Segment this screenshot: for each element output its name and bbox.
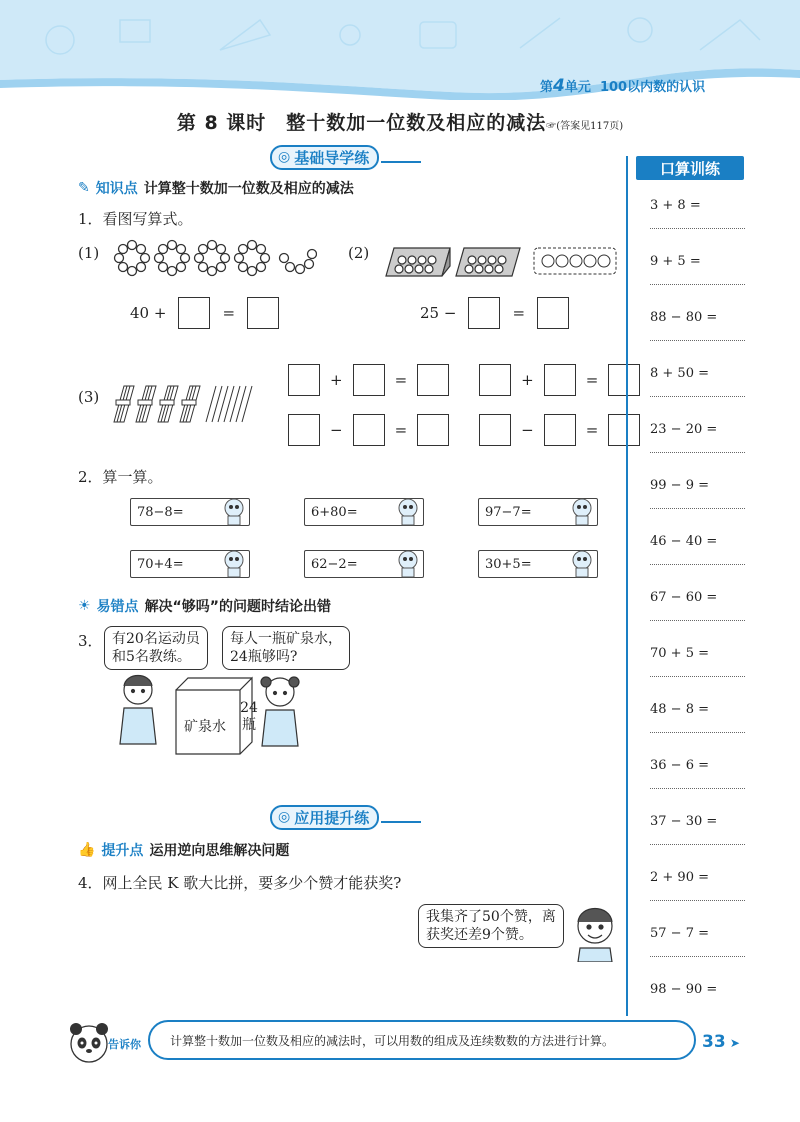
answer-box[interactable] <box>288 364 320 396</box>
sidebar-item <box>650 198 745 254</box>
sidebar-expression: 67 − 60 = <box>650 590 718 605</box>
robot-icon <box>220 548 248 580</box>
tip-box <box>148 1020 696 1060</box>
calc-expression: 6+80= <box>311 504 358 520</box>
plus-sign: + <box>330 371 343 389</box>
pencil-icon: ✎ <box>78 180 90 196</box>
q1-eq3-row2 <box>288 414 640 446</box>
arrow-icon: ➤ <box>725 1036 740 1050</box>
answer-note: ☞(答案见117页) <box>546 121 624 132</box>
answer-line[interactable] <box>650 228 745 229</box>
robot-icon <box>394 548 422 580</box>
sidebar-item <box>650 366 745 422</box>
q4-title: 4．网上全民 K 歌大比拼，要多少个赞才能获奖? <box>78 874 402 892</box>
error-text: 解决“够吗”的问题时结论出错 <box>144 599 331 615</box>
answer-line[interactable] <box>650 564 745 565</box>
q1-title: 1．看图写算式。 <box>78 210 193 228</box>
robot-icon <box>568 496 596 528</box>
speech-bubble-boy <box>418 904 564 948</box>
section-apply <box>270 806 421 828</box>
answer-line[interactable] <box>650 340 745 341</box>
robot-icon <box>568 548 596 580</box>
bubble-line: 24瓶够吗? <box>230 649 298 665</box>
page-number-text: 33 <box>702 1032 726 1052</box>
lesson-title-text: 第 8 课时 整十数加一位数及相应的减法 <box>176 112 547 134</box>
page-number <box>702 1032 740 1052</box>
calc-expression: 78−8= <box>137 504 184 520</box>
answer-line[interactable] <box>650 396 745 397</box>
sidebar-item <box>650 702 745 758</box>
equals-sign: = <box>222 304 236 322</box>
bulb-icon: ☀ <box>78 598 91 614</box>
section-basic-label: 基础导学练 <box>294 148 370 167</box>
answer-box[interactable] <box>479 414 511 446</box>
equals-sign: = <box>512 304 526 322</box>
sidebar-item <box>650 870 745 926</box>
equals-sign: = <box>394 371 408 389</box>
minus-sign: − <box>330 421 343 439</box>
box-side-label <box>240 700 258 734</box>
sidebar-item <box>650 926 745 982</box>
sidebar-expression: 36 − 6 = <box>650 758 709 773</box>
q3-illustration <box>112 668 308 758</box>
robot-icon <box>220 496 248 528</box>
sidebar-item <box>650 758 745 814</box>
sidebar-item <box>650 590 745 646</box>
unit-suffix: 单元 <box>564 80 591 95</box>
robot-icon <box>394 496 422 528</box>
q1-part1-label: (1) <box>78 244 100 262</box>
knowledge-point <box>78 178 354 198</box>
section-basic <box>270 146 421 168</box>
decor-lines <box>381 151 421 163</box>
box-side-number: 24 <box>240 700 258 716</box>
q1-eq1-text: 40 + <box>130 304 167 322</box>
swirl-icon: ◎ <box>278 809 291 825</box>
sidebar-expression: 37 − 30 = <box>650 814 718 829</box>
unit-number: 4 <box>553 76 565 96</box>
answer-line[interactable] <box>650 732 745 733</box>
equals-sign: = <box>585 371 599 389</box>
unit-label <box>540 76 705 96</box>
calc-expression: 62−2= <box>311 556 358 572</box>
answer-line[interactable] <box>650 900 745 901</box>
sidebar-expression: 48 − 8 = <box>650 702 709 717</box>
section-apply-label: 应用提升练 <box>294 808 370 827</box>
q1-eq1 <box>130 297 279 329</box>
sidebar-expression: 57 − 7 = <box>650 926 709 941</box>
tip-text: 计算整十数加一位数及相应的减法时，可以用数的组成及连续数数的方法进行计算。 <box>170 1033 615 1048</box>
answer-box[interactable] <box>417 364 449 396</box>
answer-box[interactable] <box>537 297 569 329</box>
answer-box[interactable] <box>353 414 385 446</box>
answer-line[interactable] <box>650 844 745 845</box>
sidebar-expression: 70 + 5 = <box>650 646 709 661</box>
plus-sign: + <box>521 371 534 389</box>
unit-title: 100以内数的认识 <box>599 80 706 95</box>
unit-prefix: 第 <box>540 80 554 95</box>
answer-box[interactable] <box>247 297 279 329</box>
q1-part2-label: (2) <box>348 244 370 262</box>
answer-box[interactable] <box>479 364 511 396</box>
sidebar-item <box>650 478 745 534</box>
sidebar-item <box>650 254 745 310</box>
sidebar-expression: 46 − 40 = <box>650 534 718 549</box>
sidebar-expression: 88 − 80 = <box>650 310 718 325</box>
improve-point <box>78 840 289 860</box>
speech-bubble-girl <box>222 626 350 670</box>
sidebar-item <box>650 310 745 366</box>
speech-bubble-coach <box>104 626 208 670</box>
answer-box[interactable] <box>353 364 385 396</box>
bead-rings-figure <box>112 238 317 280</box>
q1-eq3-row1 <box>288 364 640 396</box>
answer-line[interactable] <box>650 956 745 957</box>
answer-box[interactable] <box>417 414 449 446</box>
knowledge-tag: 知识点 <box>95 181 138 197</box>
sidebar-item <box>650 814 745 870</box>
sidebar-expression: 3 + 8 = <box>650 198 701 213</box>
error-tag: 易错点 <box>96 599 139 615</box>
answer-line[interactable] <box>650 508 745 509</box>
sidebar-expression: 2 + 90 = <box>650 870 709 885</box>
bubble-line: 获奖还差9个赞。 <box>426 927 533 943</box>
answer-box[interactable] <box>544 364 576 396</box>
answer-line[interactable] <box>650 452 745 453</box>
calc-expression: 97−7= <box>485 504 532 520</box>
bubble-line: 我集齐了50个赞，离 <box>426 909 556 925</box>
bubble-line: 每人一瓶矿泉水， <box>230 631 342 647</box>
answer-line[interactable] <box>650 788 745 789</box>
tell-you-label: 告诉你 <box>108 1038 141 1051</box>
oral-calc-title: 口算训练 <box>659 159 720 178</box>
equals-sign: = <box>394 421 408 439</box>
improve-tag: 提升点 <box>101 843 144 859</box>
answer-line[interactable] <box>650 620 745 621</box>
bubble-line: 和5名教练。 <box>112 649 191 665</box>
answer-box[interactable] <box>288 414 320 446</box>
sidebar-item <box>650 534 745 590</box>
calc-expression: 30+5= <box>485 556 532 572</box>
lesson-title <box>0 108 800 135</box>
q2-title: 2．算一算。 <box>78 468 163 486</box>
panda-mascot-icon <box>66 1020 112 1066</box>
minus-sign: − <box>521 421 534 439</box>
sidebar-item <box>650 646 745 702</box>
improve-text: 运用逆向思维解决问题 <box>149 843 290 859</box>
box-front-label: 矿泉水 <box>184 719 226 735</box>
sidebar-item <box>650 422 745 478</box>
thumbs-up-icon: 👍 <box>78 842 96 858</box>
knowledge-text: 计算整十数加一位数及相应的减法 <box>143 181 354 197</box>
egg-trays-figure <box>384 240 620 280</box>
swirl-icon: ◎ <box>278 149 291 165</box>
q3-number: 3． <box>78 632 103 650</box>
q1-part3-label: (3) <box>78 388 100 406</box>
q1-eq2 <box>420 297 569 329</box>
calc-expression: 70+4= <box>137 556 184 572</box>
bubble-line: 有20名运动员 <box>112 631 200 647</box>
answer-box[interactable] <box>468 297 500 329</box>
sidebar-expression: 98 − 90 = <box>650 982 718 997</box>
sidebar-expression: 9 + 5 = <box>650 254 701 269</box>
decor-lines <box>381 811 421 823</box>
oral-calc-header <box>636 156 744 180</box>
sidebar-expression: 8 + 50 = <box>650 366 709 381</box>
box-side-unit: 瓶 <box>242 717 256 733</box>
answer-line[interactable] <box>650 676 745 677</box>
answer-box[interactable] <box>178 297 210 329</box>
q1-eq2-text: 25 − <box>420 304 457 322</box>
boy-figure <box>570 900 620 962</box>
sidebar-expression: 99 − 9 = <box>650 478 709 493</box>
answer-line[interactable] <box>650 284 745 285</box>
equals-sign: = <box>585 421 599 439</box>
answer-box[interactable] <box>544 414 576 446</box>
sidebar-expression: 23 − 20 = <box>650 422 718 437</box>
stick-bundles-figure <box>112 382 262 428</box>
error-point <box>78 596 331 616</box>
